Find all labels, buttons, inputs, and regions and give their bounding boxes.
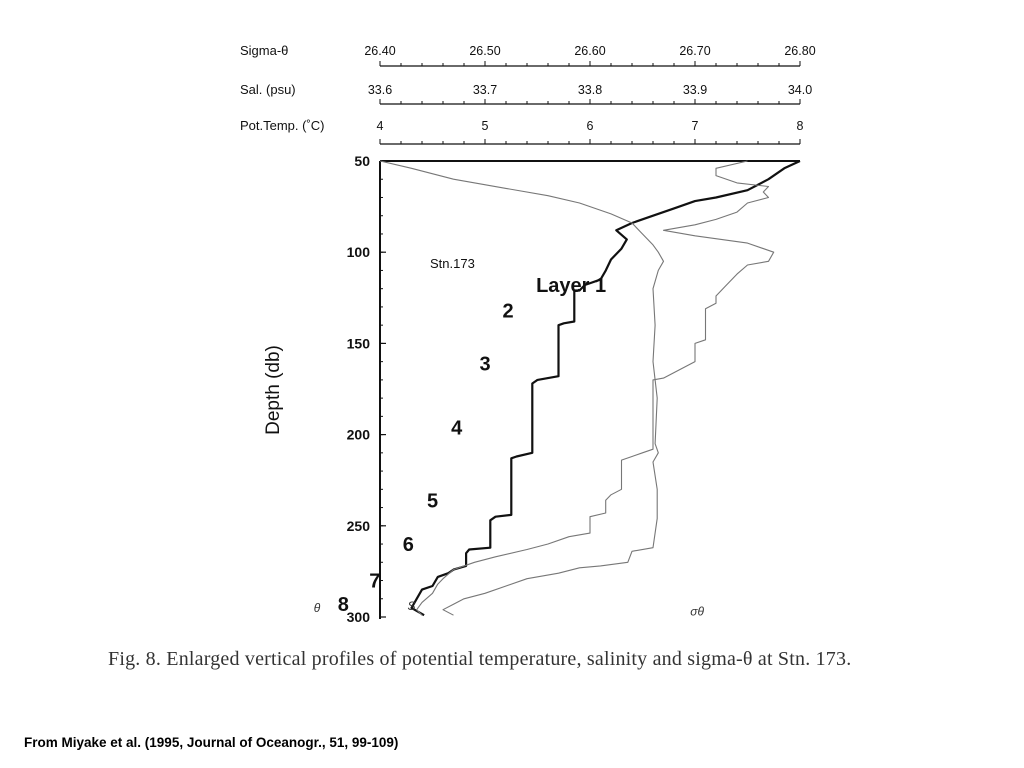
top-axis-tick-label: 26.50 [469,44,501,58]
top-axis-tick-label: 7 [691,119,699,133]
series-line [417,161,774,615]
series-end-label: θ [313,600,321,615]
top-axis-label: Sigma-θ [240,43,289,58]
depth-tick-label: 150 [346,335,370,352]
top-axis-tick-label: 8 [796,119,804,133]
series-line [412,161,801,615]
layer-label: 5 [426,490,439,513]
top-axis-tick-label: 33.9 [682,83,708,97]
layer-label: 2 [502,300,514,323]
series-end-label: σθ [690,604,704,619]
depth-axis-label: Depth (db) [263,345,284,435]
top-axis-label: Sal. (psu) [240,82,296,97]
series-end-label: S [407,599,416,614]
depth-tick-label: 100 [346,244,370,261]
top-axis-tick-label: 26.70 [679,44,711,58]
top-axis-tick-label: 26.60 [574,44,606,58]
layer-label: 7 [369,570,381,593]
top-axis-tick-label: 6 [586,119,594,133]
top-axis-tick-label: 33.6 [367,83,393,97]
depth-tick-label: 200 [346,426,370,443]
top-axis-tick-label: 4 [376,119,384,133]
station-label: Stn.173 [430,256,475,271]
depth-tick-label: 50 [354,153,370,169]
layer-label: Layer 1 [536,275,607,298]
top-axis-tick-label: 33.8 [577,83,603,97]
top-axis-label: Pot.Temp. (˚C) [240,118,325,133]
layer-label: 8 [337,594,349,617]
layer-label: 4 [451,417,463,440]
depth-tick-label: 250 [346,517,370,534]
top-axis-tick-label: 33.7 [472,83,498,97]
depth-tick-label: 300 [346,609,370,625]
figure-caption: Fig. 8. Enlarged vertical profiles of potential temperature, salinity and sigma-θ at Stn. 173. [108,648,852,670]
top-axis-tick-label: 26.80 [784,44,816,58]
top-axis-tick-label: 5 [481,119,489,133]
top-axis-tick-label: 34.0 [787,83,813,97]
layer-label: 3 [479,353,491,376]
layer-label: 6 [402,534,414,557]
top-axis-tick-label: 26.40 [364,44,396,58]
source-citation: From Miyake et al. (1995, Journal of Oceanogr., 51, 99-109) [24,735,399,750]
